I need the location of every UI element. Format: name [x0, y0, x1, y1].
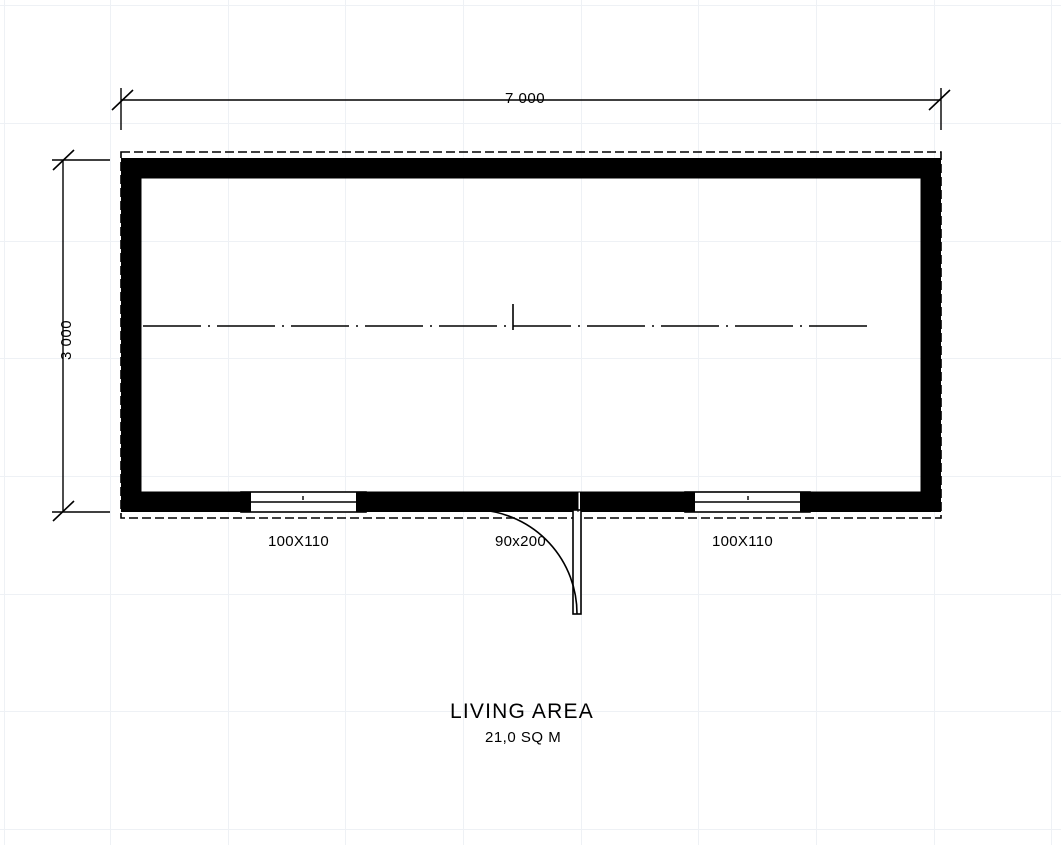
wall-bottom-seg-4 — [810, 492, 941, 512]
room-inner-outline — [141, 178, 921, 492]
door-label: 90x200 — [495, 533, 547, 550]
wall-top — [121, 158, 941, 178]
outer-envelope-dashed — [121, 152, 941, 518]
dimension-width-label: 7 000 — [505, 90, 546, 107]
dimension-height-label: 3 000 — [58, 319, 75, 360]
window-right-label: 100X110 — [712, 533, 774, 550]
wall-right — [921, 158, 941, 512]
window-right-symbol — [685, 492, 810, 512]
wall-left — [121, 158, 141, 512]
wall-bottom-seg-3 — [580, 492, 685, 512]
room-title: LIVING AREA — [450, 700, 594, 723]
wall-bottom-seg-2 — [366, 492, 578, 512]
room-area: 21,0 SQ M — [485, 729, 562, 746]
window-left-label: 100X110 — [268, 533, 330, 550]
wall-bottom-seg-1 — [121, 492, 241, 512]
window-left-symbol — [241, 492, 366, 512]
